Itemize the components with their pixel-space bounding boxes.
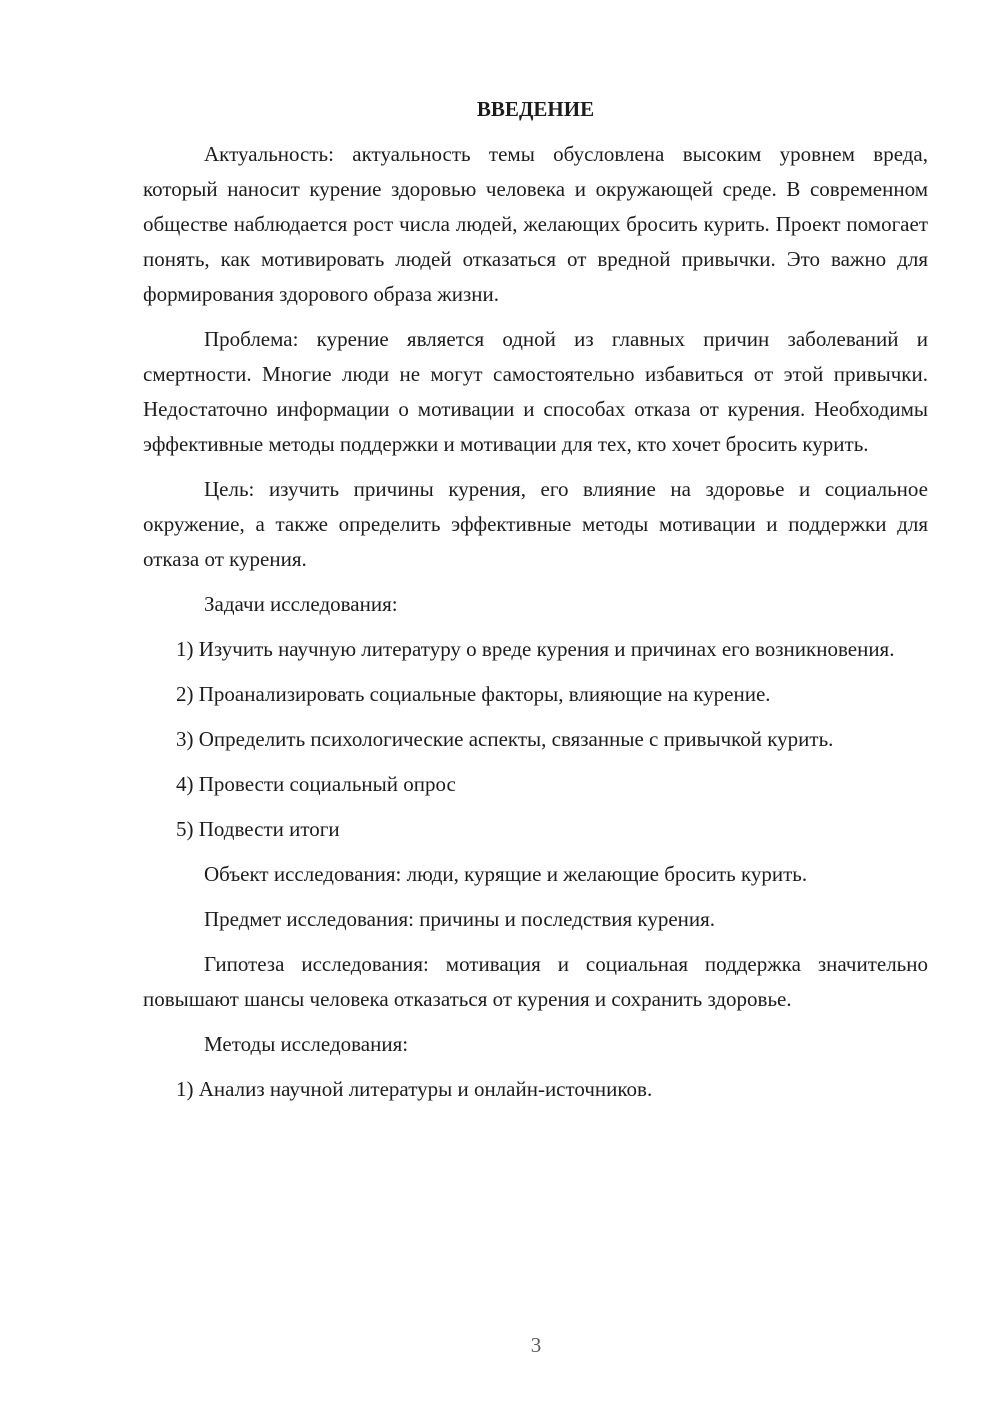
method-item-1: 1) Анализ научной литературы и онлайн-источников. bbox=[176, 1077, 653, 1101]
page-number: 3 bbox=[530, 1333, 542, 1357]
paragraph-problem: Проблема: курение является одной из главных причин заболеваний и смертности. Многие люди не могут самостоятельно избавиться от этой привычки. Недостаточно информации о мотивации и способах отказа от курения. Необходимы эффективные методы поддержки и мотивации для тех, кто хочет бросить курить. bbox=[143, 327, 928, 456]
research-object: Объект исследования: люди, курящие и желающие бросить курить. bbox=[204, 862, 808, 886]
task-item-2: 2) Проанализировать социальные факторы, влияющие на курение. bbox=[176, 682, 771, 706]
task-item-5: 5) Подвести итоги bbox=[176, 817, 340, 841]
methods-heading: Методы исследования: bbox=[204, 1032, 409, 1056]
task-item-4: 4) Провести социальный опрос bbox=[176, 772, 456, 796]
research-subject: Предмет исследования: причины и последствия курения. bbox=[204, 907, 716, 931]
tasks-heading: Задачи исследования: bbox=[204, 592, 398, 616]
section-title: ВВЕДЕНИЕ bbox=[476, 97, 595, 121]
paragraph-goal: Цель: изучить причины курения, его влияние на здоровье и социальное окружение, а также определить эффективные методы мотивации и поддержки для отказа от курения. bbox=[143, 477, 928, 571]
task-item-3: 3) Определить психологические аспекты, связанные с привычкой курить. bbox=[176, 727, 834, 751]
task-item-1: 1) Изучить научную литературу о вреде курения и причинах его возникновения. bbox=[176, 637, 895, 661]
document-page bbox=[143, 92, 928, 1107]
paragraph-relevance: Актуальность: актуальность темы обусловлена высоким уровнем вреда, который наносит курение здоровью человека и окружающей среде. В современном обществе наблюдается рост числа людей, желающих бросить курить. Проект помогает понять, как мотивировать людей отказаться от вредной привычки. Это важно для формирования здорового образа жизни. bbox=[143, 142, 928, 306]
research-hypothesis: Гипотеза исследования: мотивация и социальная поддержка значительно повышают шансы человека отказаться от курения и сохранить здоровье. bbox=[143, 952, 928, 1011]
